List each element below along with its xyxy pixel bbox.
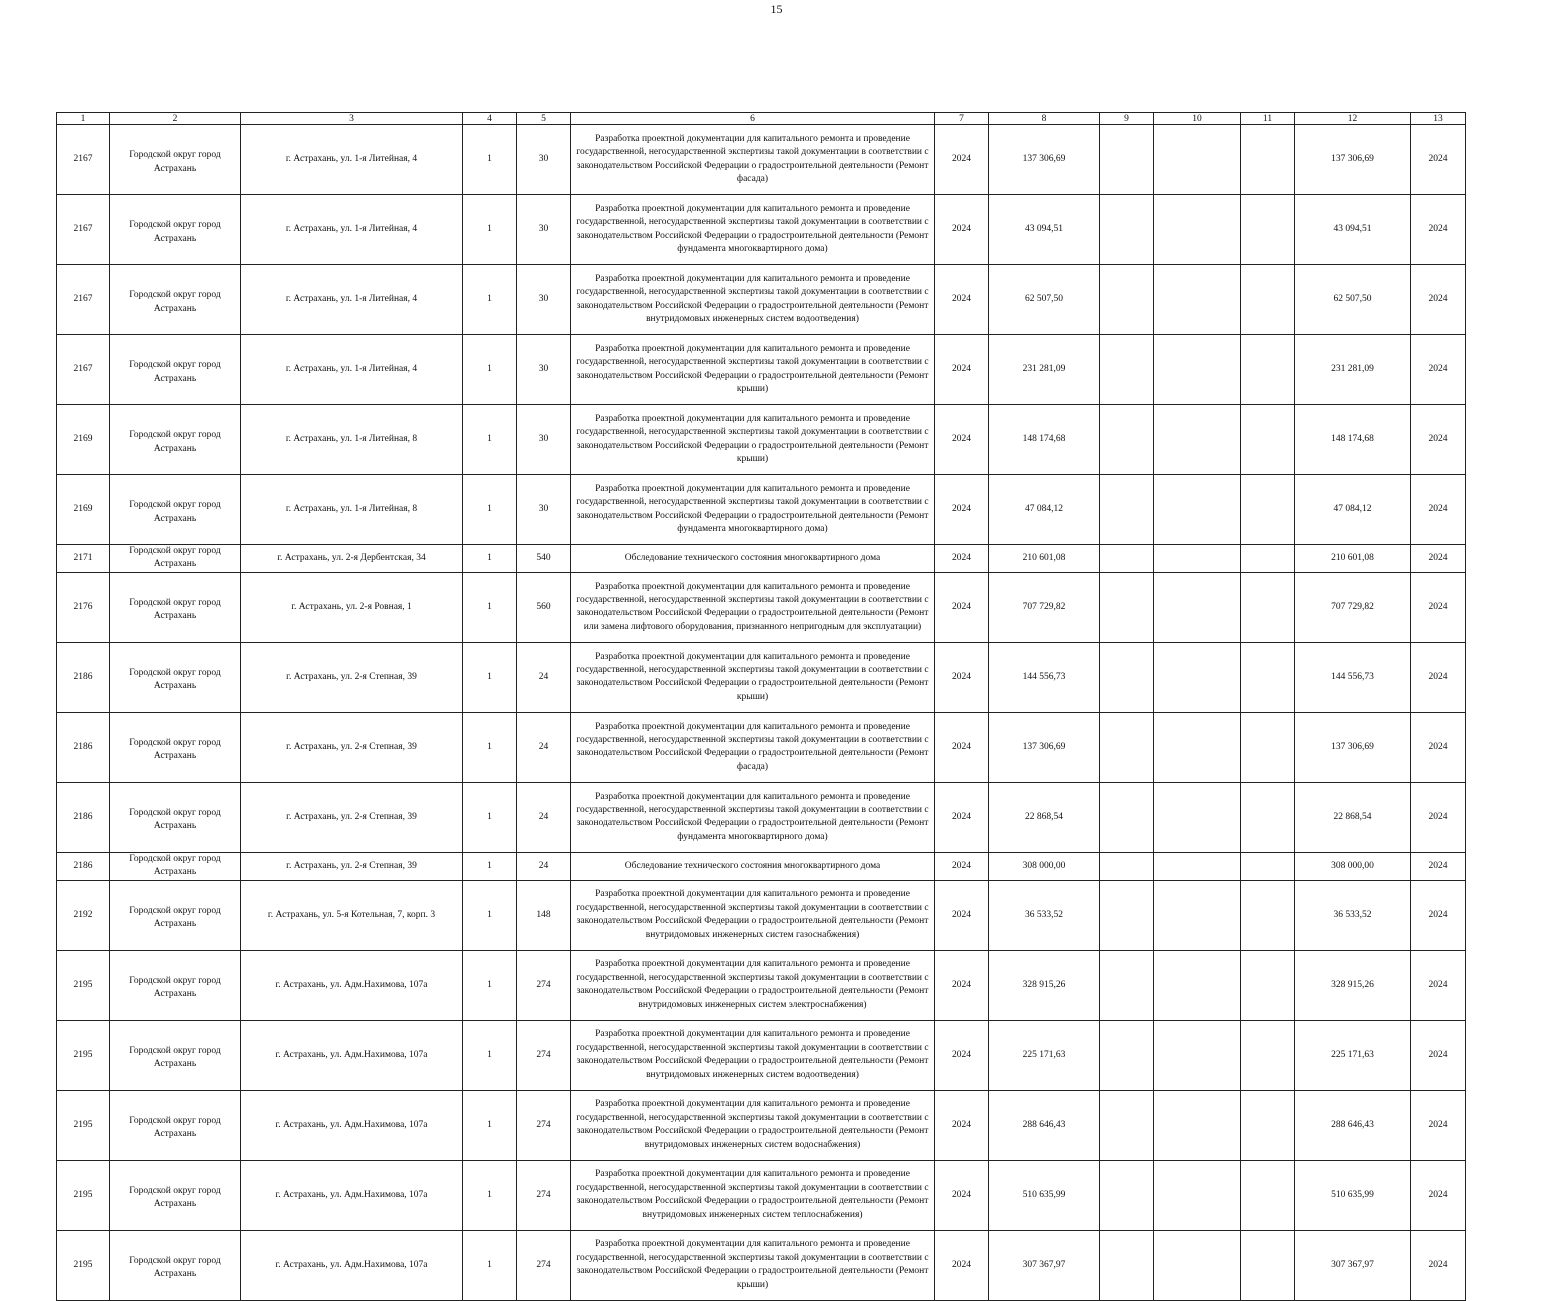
col-10-cell (1154, 880, 1241, 950)
work-description-cell: Разработка проектной документации для капитального ремонта и проведение государственной, негосударственной экспертизы такой документации в соответствии с законодательством Российской Федерации о градостроительной деятельности (Ремонт внутридомовых инженерных систем водоотведения) (571, 1020, 935, 1090)
year-cell: 2024 (935, 125, 989, 195)
work-description-cell: Разработка проектной документации для капитального ремонта и проведение государственной, негосударственной экспертизы такой документации в соответствии с законодательством Российской Федерации о градостроительной деятельности (Ремонт внутридомовых инженерных систем газоснабжения) (571, 880, 935, 950)
completion-year-cell: 2024 (1411, 782, 1466, 852)
page-number: 15 (770, 2, 783, 16)
total-amount-cell: 707 729,82 (1295, 572, 1411, 642)
col-5-cell: 24 (517, 852, 571, 880)
total-amount-cell: 148 174,68 (1295, 405, 1411, 475)
col-4-cell: 1 (463, 642, 517, 712)
col-11-cell (1241, 125, 1295, 195)
address-cell: г. Астрахань, ул. Адм.Нахимова, 107а (241, 1160, 463, 1230)
amount-cell: 308 000,00 (989, 852, 1100, 880)
col-4-cell: 1 (463, 852, 517, 880)
table-row (57, 1160, 1466, 1230)
col-11-cell (1241, 195, 1295, 265)
col-10-cell (1154, 572, 1241, 642)
amount-cell: 43 094,51 (989, 195, 1100, 265)
column-header-4: 4 (463, 113, 517, 125)
col-11-cell (1241, 335, 1295, 405)
row-number: 2186 (57, 712, 110, 782)
completion-year-cell: 2024 (1411, 1230, 1466, 1300)
row-number: 2195 (57, 1090, 110, 1160)
col-11-cell (1241, 1230, 1295, 1300)
table-row (57, 195, 1466, 265)
total-amount-cell: 307 367,97 (1295, 1230, 1411, 1300)
col-9-cell (1100, 545, 1154, 573)
year-cell: 2024 (935, 572, 989, 642)
col-10-cell (1154, 545, 1241, 573)
col-9-cell (1100, 642, 1154, 712)
address-cell: г. Астрахань, ул. 5-я Котельная, 7, корп. 3 (241, 880, 463, 950)
municipality-cell: Городской округ город Астрахань (110, 880, 241, 950)
column-header-13: 13 (1411, 113, 1466, 125)
municipality-cell: Городской округ город Астрахань (110, 195, 241, 265)
address-cell: г. Астрахань, ул. 1-я Литейная, 8 (241, 475, 463, 545)
table-row (57, 265, 1466, 335)
column-header-3: 3 (241, 113, 463, 125)
completion-year-cell: 2024 (1411, 712, 1466, 782)
address-cell: г. Астрахань, ул. Адм.Нахимова, 107а (241, 1020, 463, 1090)
row-number: 2167 (57, 195, 110, 265)
municipality-cell: Городской округ город Астрахань (110, 642, 241, 712)
completion-year-cell: 2024 (1411, 642, 1466, 712)
col-9-cell (1100, 265, 1154, 335)
work-description-cell: Разработка проектной документации для капитального ремонта и проведение государственной, негосударственной экспертизы такой документации в соответствии с законодательством Российской Федерации о градостроительной деятельности (Ремонт внутридомовых инженерных систем электроснабжения) (571, 950, 935, 1020)
row-number: 2186 (57, 642, 110, 712)
amount-cell: 210 601,08 (989, 545, 1100, 573)
work-description-cell: Обследование технического состояния многоквартирного дома (571, 852, 935, 880)
col-4-cell: 1 (463, 572, 517, 642)
address-cell: г. Астрахань, ул. 1-я Литейная, 4 (241, 335, 463, 405)
col-10-cell (1154, 195, 1241, 265)
col-5-cell: 24 (517, 712, 571, 782)
amount-cell: 707 729,82 (989, 572, 1100, 642)
year-cell: 2024 (935, 335, 989, 405)
completion-year-cell: 2024 (1411, 852, 1466, 880)
work-description-cell: Разработка проектной документации для капитального ремонта и проведение государственной, негосударственной экспертизы такой документации в соответствии с законодательством Российской Федерации о градостроительной деятельности (Ремонт фасада) (571, 712, 935, 782)
col-5-cell: 24 (517, 782, 571, 852)
col-9-cell (1100, 1090, 1154, 1160)
total-amount-cell: 137 306,69 (1295, 712, 1411, 782)
completion-year-cell: 2024 (1411, 545, 1466, 573)
col-9-cell (1100, 195, 1154, 265)
amount-cell: 137 306,69 (989, 125, 1100, 195)
work-description-cell: Разработка проектной документации для капитального ремонта и проведение государственной, негосударственной экспертизы такой документации в соответствии с законодательством Российской Федерации о градостроительной деятельности (Ремонт фасада) (571, 125, 935, 195)
column-header-12: 12 (1295, 113, 1411, 125)
total-amount-cell: 47 084,12 (1295, 475, 1411, 545)
address-cell: г. Астрахань, ул. 2-я Степная, 39 (241, 642, 463, 712)
row-number: 2167 (57, 125, 110, 195)
amount-cell: 148 174,68 (989, 405, 1100, 475)
column-header-5: 5 (517, 113, 571, 125)
col-4-cell: 1 (463, 1160, 517, 1230)
municipality-cell: Городской округ город Астрахань (110, 950, 241, 1020)
col-10-cell (1154, 1090, 1241, 1160)
col-9-cell (1100, 572, 1154, 642)
year-cell: 2024 (935, 1020, 989, 1090)
col-10-cell (1154, 852, 1241, 880)
table-row (57, 475, 1466, 545)
col-4-cell: 1 (463, 475, 517, 545)
column-header-11: 11 (1241, 113, 1295, 125)
total-amount-cell: 62 507,50 (1295, 265, 1411, 335)
work-description-cell: Разработка проектной документации для капитального ремонта и проведение государственной, негосударственной экспертизы такой документации в соответствии с законодательством Российской Федерации о градостроительной деятельности (Ремонт внутридомовых инженерных систем теплоснабжения) (571, 1160, 935, 1230)
amount-cell: 137 306,69 (989, 712, 1100, 782)
address-cell: г. Астрахань, ул. Адм.Нахимова, 107а (241, 1230, 463, 1300)
address-cell: г. Астрахань, ул. 2-я Степная, 39 (241, 852, 463, 880)
completion-year-cell: 2024 (1411, 880, 1466, 950)
column-header-7: 7 (935, 113, 989, 125)
year-cell: 2024 (935, 642, 989, 712)
header-row (57, 113, 1466, 125)
total-amount-cell: 144 556,73 (1295, 642, 1411, 712)
year-cell: 2024 (935, 852, 989, 880)
municipality-cell: Городской округ город Астрахань (110, 125, 241, 195)
col-5-cell: 30 (517, 125, 571, 195)
amount-cell: 36 533,52 (989, 880, 1100, 950)
col-11-cell (1241, 880, 1295, 950)
col-9-cell (1100, 405, 1154, 475)
total-amount-cell: 43 094,51 (1295, 195, 1411, 265)
work-description-cell: Обследование технического состояния многоквартирного дома (571, 545, 935, 573)
address-cell: г. Астрахань, ул. 2-я Ровная, 1 (241, 572, 463, 642)
col-11-cell (1241, 782, 1295, 852)
col-5-cell: 148 (517, 880, 571, 950)
amount-cell: 288 646,43 (989, 1090, 1100, 1160)
completion-year-cell: 2024 (1411, 1020, 1466, 1090)
row-number: 2186 (57, 782, 110, 852)
col-5-cell: 30 (517, 475, 571, 545)
municipality-cell: Городской округ город Астрахань (110, 852, 241, 880)
col-9-cell (1100, 1230, 1154, 1300)
column-header-9: 9 (1100, 113, 1154, 125)
work-description-cell: Разработка проектной документации для капитального ремонта и проведение государственной, негосударственной экспертизы такой документации в соответствии с законодательством Российской Федерации о градостроительной деятельности (Ремонт крыши) (571, 642, 935, 712)
municipality-cell: Городской округ город Астрахань (110, 782, 241, 852)
row-number: 2171 (57, 545, 110, 573)
municipality-cell: Городской округ город Астрахань (110, 405, 241, 475)
column-header-1: 1 (57, 113, 110, 125)
table-row (57, 572, 1466, 642)
col-4-cell: 1 (463, 1230, 517, 1300)
completion-year-cell: 2024 (1411, 405, 1466, 475)
col-9-cell (1100, 125, 1154, 195)
col-10-cell (1154, 1020, 1241, 1090)
address-cell: г. Астрахань, ул. 1-я Литейная, 4 (241, 265, 463, 335)
amount-cell: 225 171,63 (989, 1020, 1100, 1090)
completion-year-cell: 2024 (1411, 572, 1466, 642)
col-10-cell (1154, 782, 1241, 852)
col-4-cell: 1 (463, 545, 517, 573)
col-11-cell (1241, 265, 1295, 335)
col-10-cell (1154, 712, 1241, 782)
address-cell: г. Астрахань, ул. 2-я Степная, 39 (241, 712, 463, 782)
amount-cell: 22 868,54 (989, 782, 1100, 852)
completion-year-cell: 2024 (1411, 195, 1466, 265)
address-cell: г. Астрахань, ул. 1-я Литейная, 4 (241, 195, 463, 265)
table-row (57, 782, 1466, 852)
col-9-cell (1100, 1020, 1154, 1090)
column-header-8: 8 (989, 113, 1100, 125)
col-5-cell: 30 (517, 265, 571, 335)
col-4-cell: 1 (463, 335, 517, 405)
col-4-cell: 1 (463, 950, 517, 1020)
row-number: 2176 (57, 572, 110, 642)
col-9-cell (1100, 950, 1154, 1020)
col-11-cell (1241, 852, 1295, 880)
col-4-cell: 1 (463, 195, 517, 265)
completion-year-cell: 2024 (1411, 265, 1466, 335)
year-cell: 2024 (935, 475, 989, 545)
col-9-cell (1100, 475, 1154, 545)
column-header-2: 2 (110, 113, 241, 125)
column-header-10: 10 (1154, 113, 1241, 125)
total-amount-cell: 210 601,08 (1295, 545, 1411, 573)
year-cell: 2024 (935, 1160, 989, 1230)
col-5-cell: 540 (517, 545, 571, 573)
col-10-cell (1154, 475, 1241, 545)
completion-year-cell: 2024 (1411, 950, 1466, 1020)
amount-cell: 510 635,99 (989, 1160, 1100, 1230)
col-9-cell (1100, 712, 1154, 782)
total-amount-cell: 22 868,54 (1295, 782, 1411, 852)
municipality-cell: Городской округ город Астрахань (110, 475, 241, 545)
municipality-cell: Городской округ город Астрахань (110, 1090, 241, 1160)
municipality-cell: Городской округ город Астрахань (110, 1020, 241, 1090)
table-row (57, 880, 1466, 950)
total-amount-cell: 288 646,43 (1295, 1090, 1411, 1160)
col-5-cell: 274 (517, 1160, 571, 1230)
row-number: 2169 (57, 405, 110, 475)
amount-cell: 47 084,12 (989, 475, 1100, 545)
col-5-cell: 30 (517, 405, 571, 475)
address-cell: г. Астрахань, ул. Адм.Нахимова, 107а (241, 1090, 463, 1160)
col-11-cell (1241, 545, 1295, 573)
municipality-cell: Городской округ город Астрахань (110, 265, 241, 335)
col-11-cell (1241, 475, 1295, 545)
col-4-cell: 1 (463, 782, 517, 852)
municipality-cell: Городской округ город Астрахань (110, 335, 241, 405)
work-description-cell: Разработка проектной документации для капитального ремонта и проведение государственной, негосударственной экспертизы такой документации в соответствии с законодательством Российской Федерации о градостроительной деятельности (Ремонт крыши) (571, 405, 935, 475)
municipality-cell: Городской округ город Астрахань (110, 1230, 241, 1300)
work-description-cell: Разработка проектной документации для капитального ремонта и проведение государственной, негосударственной экспертизы такой документации в соответствии с законодательством Российской Федерации о градостроительной деятельности (Ремонт фундамента многоквартирного дома) (571, 475, 935, 545)
col-5-cell: 24 (517, 642, 571, 712)
total-amount-cell: 137 306,69 (1295, 125, 1411, 195)
address-cell: г. Астрахань, ул. Адм.Нахимова, 107а (241, 950, 463, 1020)
table-row (57, 712, 1466, 782)
table-row (57, 852, 1466, 880)
col-10-cell (1154, 950, 1241, 1020)
year-cell: 2024 (935, 545, 989, 573)
municipality-cell: Городской округ город Астрахань (110, 712, 241, 782)
completion-year-cell: 2024 (1411, 1160, 1466, 1230)
work-description-cell: Разработка проектной документации для капитального ремонта и проведение государственной, негосударственной экспертизы такой документации в соответствии с законодательством Российской Федерации о градостроительной деятельности (Ремонт внутридомовых инженерных систем водоотведения) (571, 265, 935, 335)
row-number: 2195 (57, 1160, 110, 1230)
col-11-cell (1241, 950, 1295, 1020)
col-9-cell (1100, 852, 1154, 880)
col-4-cell: 1 (463, 712, 517, 782)
amount-cell: 307 367,97 (989, 1230, 1100, 1300)
col-5-cell: 274 (517, 1090, 571, 1160)
col-4-cell: 1 (463, 265, 517, 335)
table-row (57, 1230, 1466, 1300)
total-amount-cell: 510 635,99 (1295, 1160, 1411, 1230)
col-5-cell: 274 (517, 950, 571, 1020)
col-10-cell (1154, 1160, 1241, 1230)
year-cell: 2024 (935, 265, 989, 335)
col-9-cell (1100, 880, 1154, 950)
row-number: 2195 (57, 950, 110, 1020)
col-9-cell (1100, 1160, 1154, 1230)
row-number: 2195 (57, 1230, 110, 1300)
table-row (57, 125, 1466, 195)
table-row (57, 405, 1466, 475)
total-amount-cell: 36 533,52 (1295, 880, 1411, 950)
address-cell: г. Астрахань, ул. 1-я Литейная, 4 (241, 125, 463, 195)
table-header (57, 113, 1466, 125)
municipality-cell: Городской округ город Астрахань (110, 545, 241, 573)
year-cell: 2024 (935, 880, 989, 950)
year-cell: 2024 (935, 712, 989, 782)
col-11-cell (1241, 572, 1295, 642)
row-number: 2167 (57, 265, 110, 335)
total-amount-cell: 328 915,26 (1295, 950, 1411, 1020)
col-4-cell: 1 (463, 1020, 517, 1090)
col-4-cell: 1 (463, 405, 517, 475)
row-number: 2167 (57, 335, 110, 405)
col-10-cell (1154, 1230, 1241, 1300)
col-4-cell: 1 (463, 880, 517, 950)
year-cell: 2024 (935, 195, 989, 265)
total-amount-cell: 225 171,63 (1295, 1020, 1411, 1090)
table-row (57, 335, 1466, 405)
completion-year-cell: 2024 (1411, 125, 1466, 195)
col-11-cell (1241, 1020, 1295, 1090)
capital-repair-table (56, 112, 1466, 1301)
work-description-cell: Разработка проектной документации для капитального ремонта и проведение государственной, негосударственной экспертизы такой документации в соответствии с законодательством Российской Федерации о градостроительной деятельности (Ремонт фундамента многоквартирного дома) (571, 195, 935, 265)
col-5-cell: 560 (517, 572, 571, 642)
col-11-cell (1241, 405, 1295, 475)
work-description-cell: Разработка проектной документации для капитального ремонта и проведение государственной, негосударственной экспертизы такой документации в соответствии с законодательством Российской Федерации о градостроительной деятельности (Ремонт или замена лифтового оборудования, признанного непригодным для эксплуатации) (571, 572, 935, 642)
work-description-cell: Разработка проектной документации для капитального ремонта и проведение государственной, негосударственной экспертизы такой документации в соответствии с законодательством Российской Федерации о градостроительной деятельности (Ремонт крыши) (571, 1230, 935, 1300)
row-number: 2195 (57, 1020, 110, 1090)
col-4-cell: 1 (463, 1090, 517, 1160)
row-number: 2192 (57, 880, 110, 950)
amount-cell: 62 507,50 (989, 265, 1100, 335)
year-cell: 2024 (935, 1090, 989, 1160)
address-cell: г. Астрахань, ул. 2-я Степная, 39 (241, 782, 463, 852)
col-5-cell: 30 (517, 195, 571, 265)
year-cell: 2024 (935, 782, 989, 852)
total-amount-cell: 308 000,00 (1295, 852, 1411, 880)
completion-year-cell: 2024 (1411, 1090, 1466, 1160)
col-11-cell (1241, 1160, 1295, 1230)
col-9-cell (1100, 335, 1154, 405)
work-description-cell: Разработка проектной документации для капитального ремонта и проведение государственной, негосударственной экспертизы такой документации в соответствии с законодательством Российской Федерации о градостроительной деятельности (Ремонт фундамента многоквартирного дома) (571, 782, 935, 852)
table-row (57, 950, 1466, 1020)
col-9-cell (1100, 782, 1154, 852)
col-11-cell (1241, 712, 1295, 782)
municipality-cell: Городской округ город Астрахань (110, 572, 241, 642)
amount-cell: 328 915,26 (989, 950, 1100, 1020)
col-5-cell: 274 (517, 1020, 571, 1090)
municipality-cell: Городской округ город Астрахань (110, 1160, 241, 1230)
work-description-cell: Разработка проектной документации для капитального ремонта и проведение государственной, негосударственной экспертизы такой документации в соответствии с законодательством Российской Федерации о градостроительной деятельности (Ремонт внутридомовых инженерных систем водоснабжения) (571, 1090, 935, 1160)
year-cell: 2024 (935, 1230, 989, 1300)
address-cell: г. Астрахань, ул. 2-я Дербентская, 34 (241, 545, 463, 573)
col-11-cell (1241, 1090, 1295, 1160)
table-body (57, 125, 1466, 1301)
col-10-cell (1154, 265, 1241, 335)
col-10-cell (1154, 335, 1241, 405)
table-row (57, 1020, 1466, 1090)
col-10-cell (1154, 125, 1241, 195)
year-cell: 2024 (935, 950, 989, 1020)
column-header-6: 6 (571, 113, 935, 125)
col-5-cell: 30 (517, 335, 571, 405)
completion-year-cell: 2024 (1411, 475, 1466, 545)
completion-year-cell: 2024 (1411, 335, 1466, 405)
col-5-cell: 274 (517, 1230, 571, 1300)
table-row (57, 642, 1466, 712)
col-11-cell (1241, 642, 1295, 712)
col-10-cell (1154, 405, 1241, 475)
work-description-cell: Разработка проектной документации для капитального ремонта и проведение государственной, негосударственной экспертизы такой документации в соответствии с законодательством Российской Федерации о градостроительной деятельности (Ремонт крыши) (571, 335, 935, 405)
col-10-cell (1154, 642, 1241, 712)
row-number: 2186 (57, 852, 110, 880)
address-cell: г. Астрахань, ул. 1-я Литейная, 8 (241, 405, 463, 475)
table-row (57, 545, 1466, 573)
row-number: 2169 (57, 475, 110, 545)
amount-cell: 144 556,73 (989, 642, 1100, 712)
year-cell: 2024 (935, 405, 989, 475)
amount-cell: 231 281,09 (989, 335, 1100, 405)
col-4-cell: 1 (463, 125, 517, 195)
total-amount-cell: 231 281,09 (1295, 335, 1411, 405)
table-row (57, 1090, 1466, 1160)
